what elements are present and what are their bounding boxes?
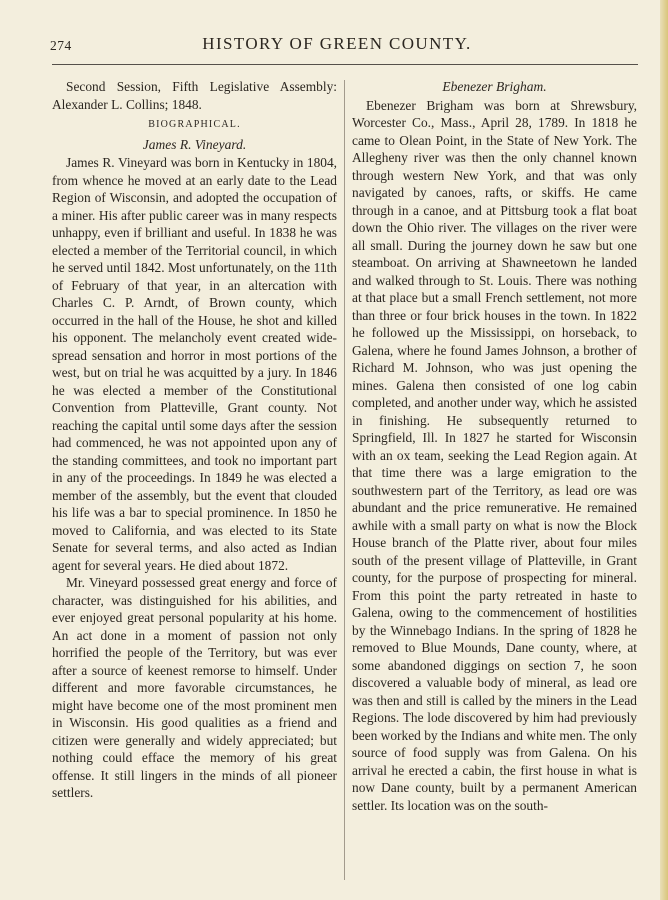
section-label: BIOGRAPHICAL. (148, 119, 241, 130)
column-divider (344, 80, 345, 880)
running-title: HISTORY OF GREEN COUNTY. (202, 34, 472, 53)
header-rule (52, 64, 638, 65)
page-edge (660, 0, 668, 900)
vineyard-heading: James R. Vineyard. (142, 136, 247, 152)
vineyard-paragraph-1: James R. Vineyard was born in Kentucky in 1804, from whence he moved at an early date to the Lead Region of Wisconsin, and adopted the occupation of a miner. His after public career was in many respects unhappy, even if brilliant and useful. In 1838 he was elected a member of the Territorial council, in which he served until 1842. Most unfortunately, on the 11th of February of that year, in an altercation with Charles C. P. Arndt, of Brown county, which occurred in the hall of the House, he shot and killed his opponent. The melancholy event created wide-spread sensation and horror in most portions of the west, but on trial he was acquitted by a jury. In 1846 he was elected a member of the Constitutional Convention from Platteville, Grant county. Not reaching the capital until some days after the session had commenced, he was not appointed upon any of the standing committees, and took no important part in any of the proceedings. In 1849 he was elected a member of the assembly, but the event that clouded his life was a bar to special prominence. In 1850 he moved to California, and was elected to its State Senate for several terms, and also acted as Indian agent for several years. He died about 1872. (52, 155, 337, 573)
vineyard-paragraph-2: Mr. Vineyard possessed great energy and force of character, was distinguished for his abilities, and ever enjoyed great personal popularity at his home. An act done in a moment of passion not only horrified the people of the Territory, but was ever after a source of keenest remorse to himself. Under different and more favorable circumstances, he might have become one of the most prominent men in Wisconsin. His good qualities as a friend and citizen were generally and widely appreciated; but nothing could efface the memory of his great offense. It still lingers in the minds of all pioneer settlers. (52, 575, 337, 800)
page-number: 274 (50, 38, 72, 53)
legislative-intro: Second Session, Fifth Legislative Assembly: Alexander L. Collins; 1848. (52, 79, 337, 112)
brigham-heading: Ebenezer Brigham. (442, 79, 547, 94)
left-column (52, 78, 337, 802)
right-column (352, 78, 637, 814)
page-header (50, 34, 624, 58)
brigham-paragraph-1: Ebenezer Brigham was born at Shrewsbury, Worcester Co., Mass., April 28, 1789. In 1818 he came to Olean Point, in the State of New York. The Allegheny river was then the only channel known through western New York, and that was only navigated by canoes, rafts, or skiffs. He came through in a canoe, and at Pittsburg took a flat boat down the Ohio river. The villages on the river were all small. During the journey down he saw but one steamboat. On arriving at Shawneetown he landed and walked through to St. Louis. There was nothing at that place but a small French settlement, not more than three or four brick houses in the town. In 1822 he followed up the Mississippi, on horseback, to Galena, where he found James Johnson, a brother of Richard M. Johnson, who was just opening the mines. Galena then consisted of one log cabin completed, and another under way, which he assisted in finishing. He subsequently returned to Springfield, Ill. In 1827 he started for Wisconsin with an ox team, seeking the Lead Region again. At that time there was a large emigration to the southwestern part of the Territory, as lead ore was abundant and the price remunerative. He remained awhile with a small party on what is now the Block House branch of the Platte river, about four miles south of the present village of Platteville, in Grant county, for the purpose of prospecting for mineral. From this point the party retreated in haste to Galena, owing to the commencement of hostilities by the Winnebago Indians. In the spring of 1828 he removed to Blue Mounds, Dane county, where, at some abandoned diggings on section 7, he soon discovered a valuable body of mineral, as lead ore was then and still is called by the miners in the Lead Regions. The lode discovered by him had previously been worked by the Indians and white men. The only source of food supply was from Galena. On his arrival he erected a cabin, the first house in what is now Dane county, built by a permanent American settler. Its location was on the south- (352, 97, 637, 813)
